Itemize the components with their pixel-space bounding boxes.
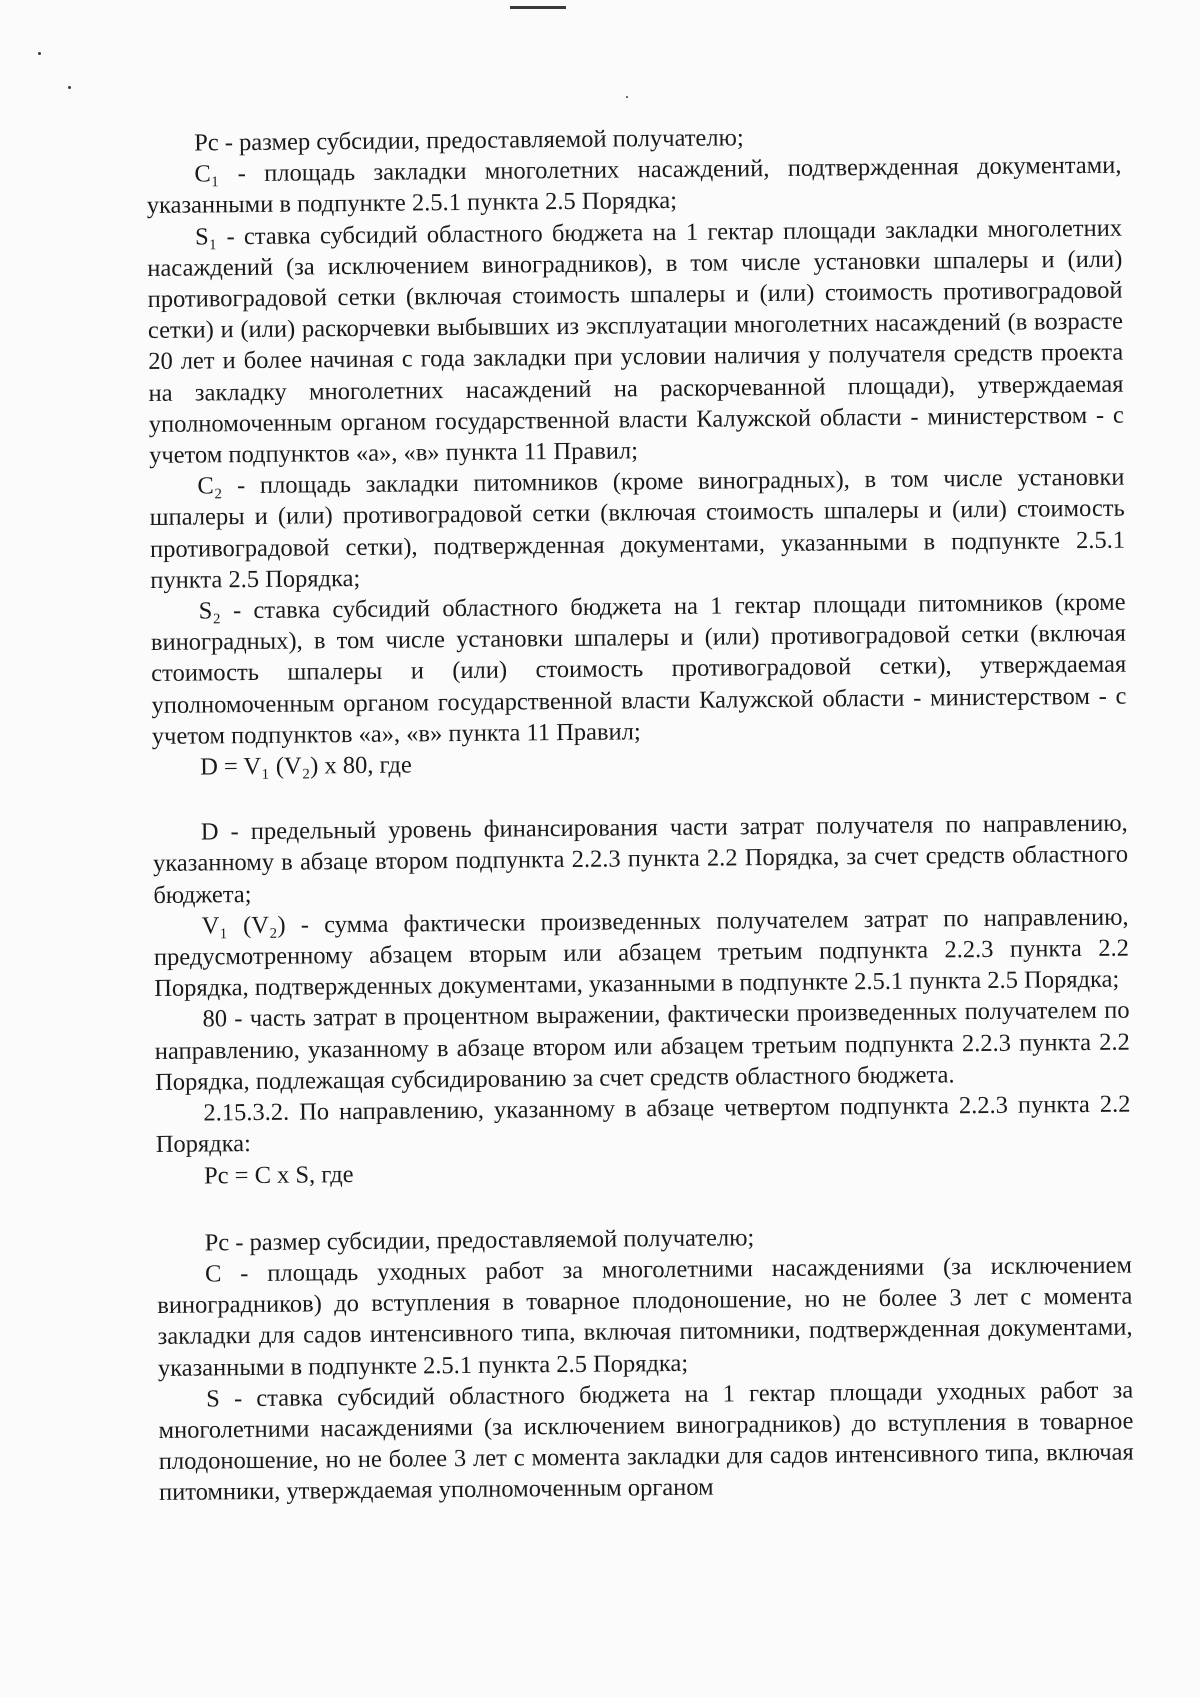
paragraph-2-15-3-2: 2.15.3.2. По направлению, указанному в абзаце четвертом подпункта 2.2.3 пункта 2.2 Порядка: [155,1090,1131,1159]
paragraph-80-definition: 80 - часть затрат в процентном выражении, фактически произведенных получателем по направлению, указанному в абзаце втором или абзацем третьим подпункта 2.2.3 пункта 2.2 Порядка, подлежащая субсидированию за счет средств областного бюджета. [154,997,1130,1096]
paragraph-c2-definition: C₂ - площадь закладки питомников (кроме виноградных), в том числе установки шпалеры и (или) противоградовой сетки (включая стоимость шпалеры и (или) стоимость противоградовой сетки), подтвержденная документами, указанными в подпункте 2.5.1 пункта 2.5 Порядка; [149,463,1126,594]
paragraph-s2-definition: S₂ - ставка субсидий областного бюджета на 1 гектар площади питомников (кроме виноградных), в том числе установки шпалеры и (или) противоградовой сетки (включая стоимость шпалеры и (или) стоимость противоградовой сетки), утверждаемая уполномоченным органом государственной власти Калужской области - министерством - с учетом подпунктов «а», «в» пункта 11 Правил; [150,588,1127,750]
paragraph-d-definition: D - предельный уровень финансирования части затрат получателя по направлению, указанному в абзаце втором подпункта 2.2.3 пункта 2.2 Порядка, за счет средств областного бюджета; [152,809,1129,909]
scan-mark [510,6,566,9]
paragraph-pc-definition: Рс - размер субсидии, предоставляемой получателю; [194,124,744,157]
scan-dot [68,86,71,89]
formula-d: D = V₁ (V₂) х 80, где [200,751,412,781]
paragraph-c1-definition: C₁ - площадь закладки многолетних насаждений, подтвержденная документами, указанными в подпункте 2.5.1 пункта 2.5 Порядка; [146,151,1122,220]
paragraph-v-definition: V₁ (V₂) - сумма фактически произведенных получателем затрат по направлению, предусмотренному абзацем вторым или абзацем третьим подпункта 2.2.3 пункта 2.2 Порядка, подтвержденных документами, указанными в подпункте 2.5.1 пункта 2.5 Порядка; [153,903,1130,1003]
formula-pc: Рс = С х S, где [203,1160,354,1189]
document-body [146,119,1134,1509]
paragraph-c-definition: С - площадь уходных работ за многолетними насаждениями (за исключением виноградников) до вступления в товарное плодоношение, но не более 3 лет с момента закладки для садов интенсивного типа, включая питомники, подтвержденная документами, указанными в подпункте 2.5.1 пункта 2.5 Порядка; [157,1251,1133,1382]
scan-dot [626,96,628,98]
paragraph-s1-definition: S₁ - ставка субсидий областного бюджета на 1 гектар площади закладки многолетних насаждений (за исключением виноградников), в том числе установки шпалеры и (или) противоградовой сетки (включая стоимость шпалеры и (или) стоимость противоградовой сетки) и (или) раскорчевки выбывших из эксплуатации многолетних насаждений (в возрасте 20 лет и более начиная с года закладки при условии наличия у получателя средств проекта на закладку многолетних насаждений на раскорчеванной площади), утверждаемая уполномоченным органом государственной власти Калужской области - министерством - с учетом подпунктов «а», «в» пункта 11 Правил; [147,214,1124,470]
paragraph-s-definition: S - ставка субсидий областного бюджета на 1 гектар площади уходных работ за многолетними насаждениями (за исключением виноградников) до вступления в товарное плодоношение, но не более 3 лет с момента закладки для садов интенсивного типа, включая питомники, утверждаемая уполномоченным органом [158,1376,1134,1507]
scan-dot [38,52,41,55]
paragraph-pc-definition-2: Рс - размер субсидии, предоставляемой получателю; [204,1223,755,1257]
